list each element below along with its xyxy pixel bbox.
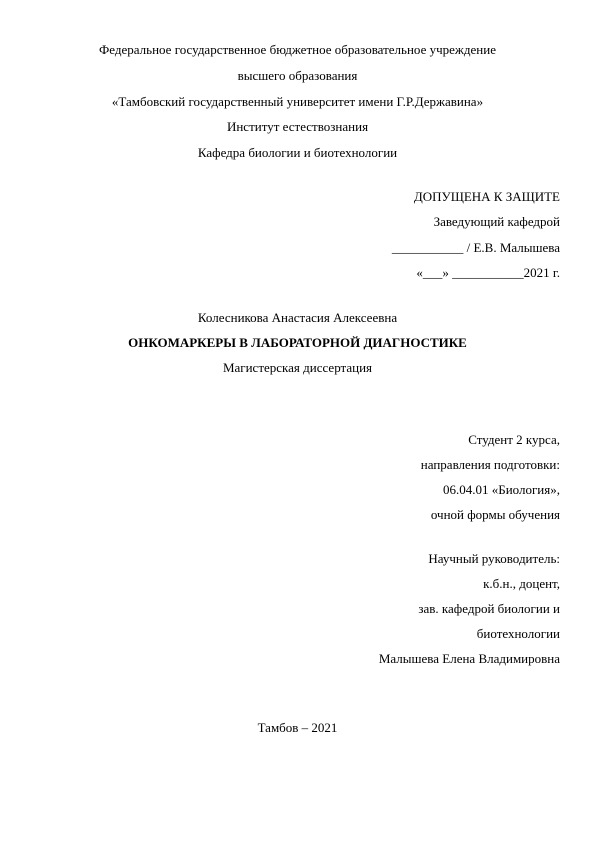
institution-line-2: высшего образования	[237, 68, 358, 83]
institution-line-1: Федеральное государственное бюджетное образовательное учреждение	[99, 42, 496, 57]
approval-signature: ___________ / Е.В. Малышева	[391, 240, 560, 255]
supervisor-degree: к.б.н., доцент,	[483, 576, 560, 591]
supervisor-position: зав. кафедрой биологии и	[418, 601, 560, 616]
supervisor-label: Научный руководитель:	[428, 551, 560, 566]
student-direction-code: 06.04.01 «Биология»,	[442, 482, 560, 497]
author-name: Колесникова Анастасия Алексеевна	[197, 310, 398, 325]
institute-name: Институт естествознания	[226, 119, 369, 134]
approval-date: «___» ___________2021 г.	[416, 265, 560, 280]
approval-position: Заведующий кафедрой	[433, 214, 560, 229]
department-name: Кафедра биологии и биотехнологии	[197, 145, 398, 160]
approval-title: ДОПУЩЕНА К ЗАЩИТЕ	[413, 189, 560, 204]
thesis-title: ОНКОМАРКЕРЫ В ЛАБОРАТОРНОЙ ДИАГНОСТИКЕ	[128, 335, 467, 350]
student-course: Студент 2 курса,	[468, 432, 560, 447]
student-study-form: очной формы обучения	[430, 507, 560, 522]
supervisor-name: Малышева Елена Владимировна	[378, 651, 560, 666]
thesis-type: Магистерская диссертация	[222, 360, 373, 375]
university-name: «Тамбовский государственный университет имени Г.Р.Державина»	[111, 94, 484, 109]
student-direction-label: направления подготовки:	[420, 457, 560, 472]
supervisor-position-cont: биотехнологии	[476, 626, 560, 641]
place-year: Тамбов – 2021	[257, 720, 338, 735]
